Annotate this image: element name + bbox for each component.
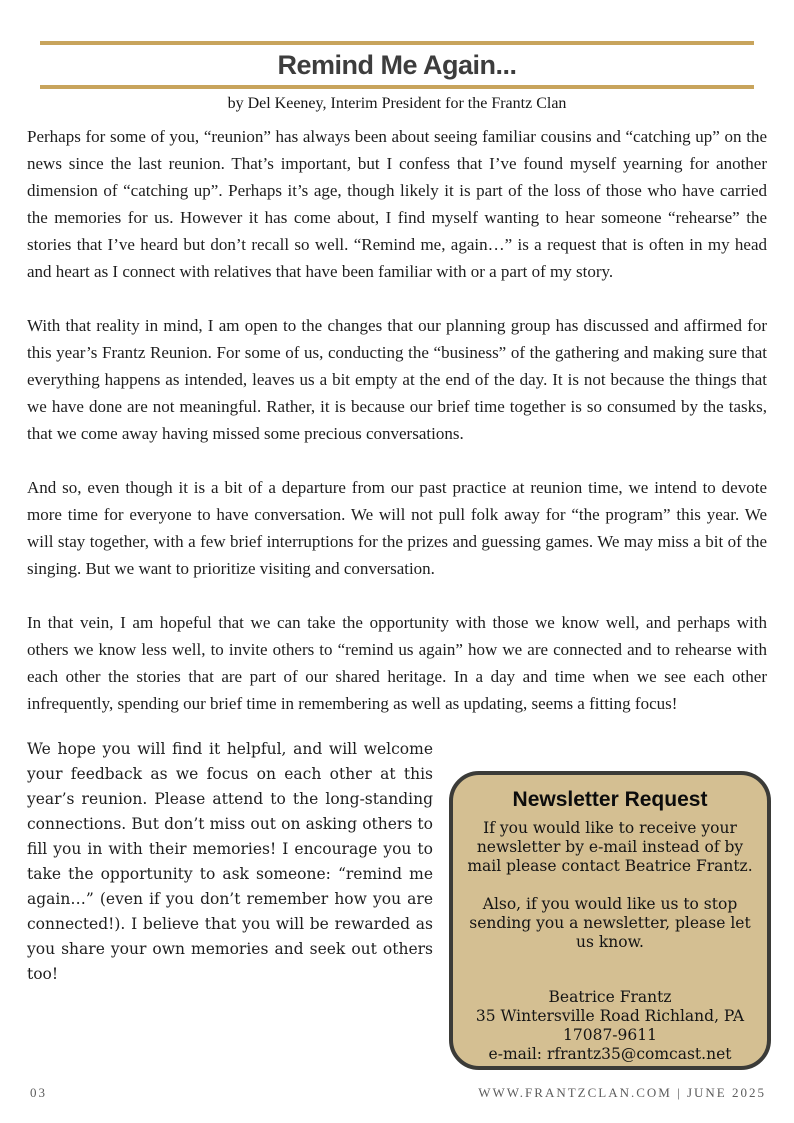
byline: by Del Keeney, Interim President for the Frantz Clan bbox=[227, 95, 567, 112]
gold-rule-top bbox=[40, 41, 754, 45]
footer-page-number: 03 bbox=[30, 1085, 47, 1100]
article-paragraph-5: We hope you will find it helpful, and will welcome your feedback as we focus on each other at this year’s reunion. Please attend to the long-standing connections. But don’t miss out on asking others to fill you in with their memories! I encourage you to take the opportunity to ask someone: “remind me again…” (even if you don’t remember how you are connected!). I believe that you will be rewarded as you share your own memories and seek out others too! bbox=[27, 740, 433, 983]
contact-address-line1: 35 Wintersville Road Richland, PA bbox=[475, 1007, 745, 1025]
newsletter-box-paragraph-2: Also, if you would like us to stop sending you a newsletter, please let us know. bbox=[469, 895, 751, 951]
newsletter-box-title: Newsletter Request bbox=[512, 788, 708, 811]
footer-site-text: WWW.FRANTZCLAN.COM | JUNE 2025 bbox=[478, 1085, 766, 1100]
article-paragraph-2: With that reality in mind, I am open to the changes that our planning group has discussed and affirmed for this year’s Frantz Reunion. For some of us, conducting the “business” of the gathering and making sure that everything happens as intended, leaves us a bit empty at the end of the day. It is not because the things that we have done are not meaningful. Rather, it is because our brief time together is so consumed by the tasks, that we come away having missed some precious conversations. bbox=[27, 316, 767, 443]
contact-address-line2: 17087-9611 bbox=[563, 1026, 657, 1044]
article-paragraph-4: In that vein, I am hopeful that we can take the opportunity with those we know well, and perhaps with others we know less well, to invite others to “remind us again” how we are connected and to rehearse with each other the stories that are part of our shared heritage. In a day and time when we see each other infrequently, spending our brief time in remembering as well as updating, seems a fitting focus! bbox=[27, 613, 767, 713]
page-title: Remind Me Again... bbox=[277, 50, 517, 80]
page-footer bbox=[30, 1085, 766, 1101]
article-paragraph-1: Perhaps for some of you, “reunion” has always been about seeing familiar cousins and “catching up” on the news since the last reunion. That’s important, but I confess that I’ve found myself yearning for another dimension of “catching up”. Perhaps it’s age, though likely it is part of the loss of those who have carried the memories for us. However it has come about, I find myself wanting to hear someone “rehearse” the stories that I’ve heard but don’t recall so well. “Remind me, again…” is a request that is often in my head and heart as I connect with relatives that have been familiar with or a part of my story. bbox=[27, 127, 767, 281]
contact-name: Beatrice Frantz bbox=[548, 988, 672, 1006]
gold-rule-bottom bbox=[40, 85, 754, 89]
newsletter-contact-block bbox=[467, 988, 753, 1064]
article-paragraph-3: And so, even though it is a bit of a departure from our past practice at reunion time, we intend to devote more time for everyone to have conversation. We will not pull folk away for “the program” this year. We will stay together, with a few brief interruptions for the prizes and guessing games. We may miss a bit of the singing. But we want to prioritize visiting and conversation. bbox=[27, 478, 767, 578]
newsletter-request-box bbox=[449, 771, 771, 1070]
contact-email: e-mail: rfrantz35@comcast.net bbox=[488, 1045, 732, 1063]
newsletter-box-paragraph-1: If you would like to receive your newsletter by e-mail instead of by mail please contact Beatrice Frantz. bbox=[467, 819, 753, 875]
page-header bbox=[40, 41, 754, 89]
